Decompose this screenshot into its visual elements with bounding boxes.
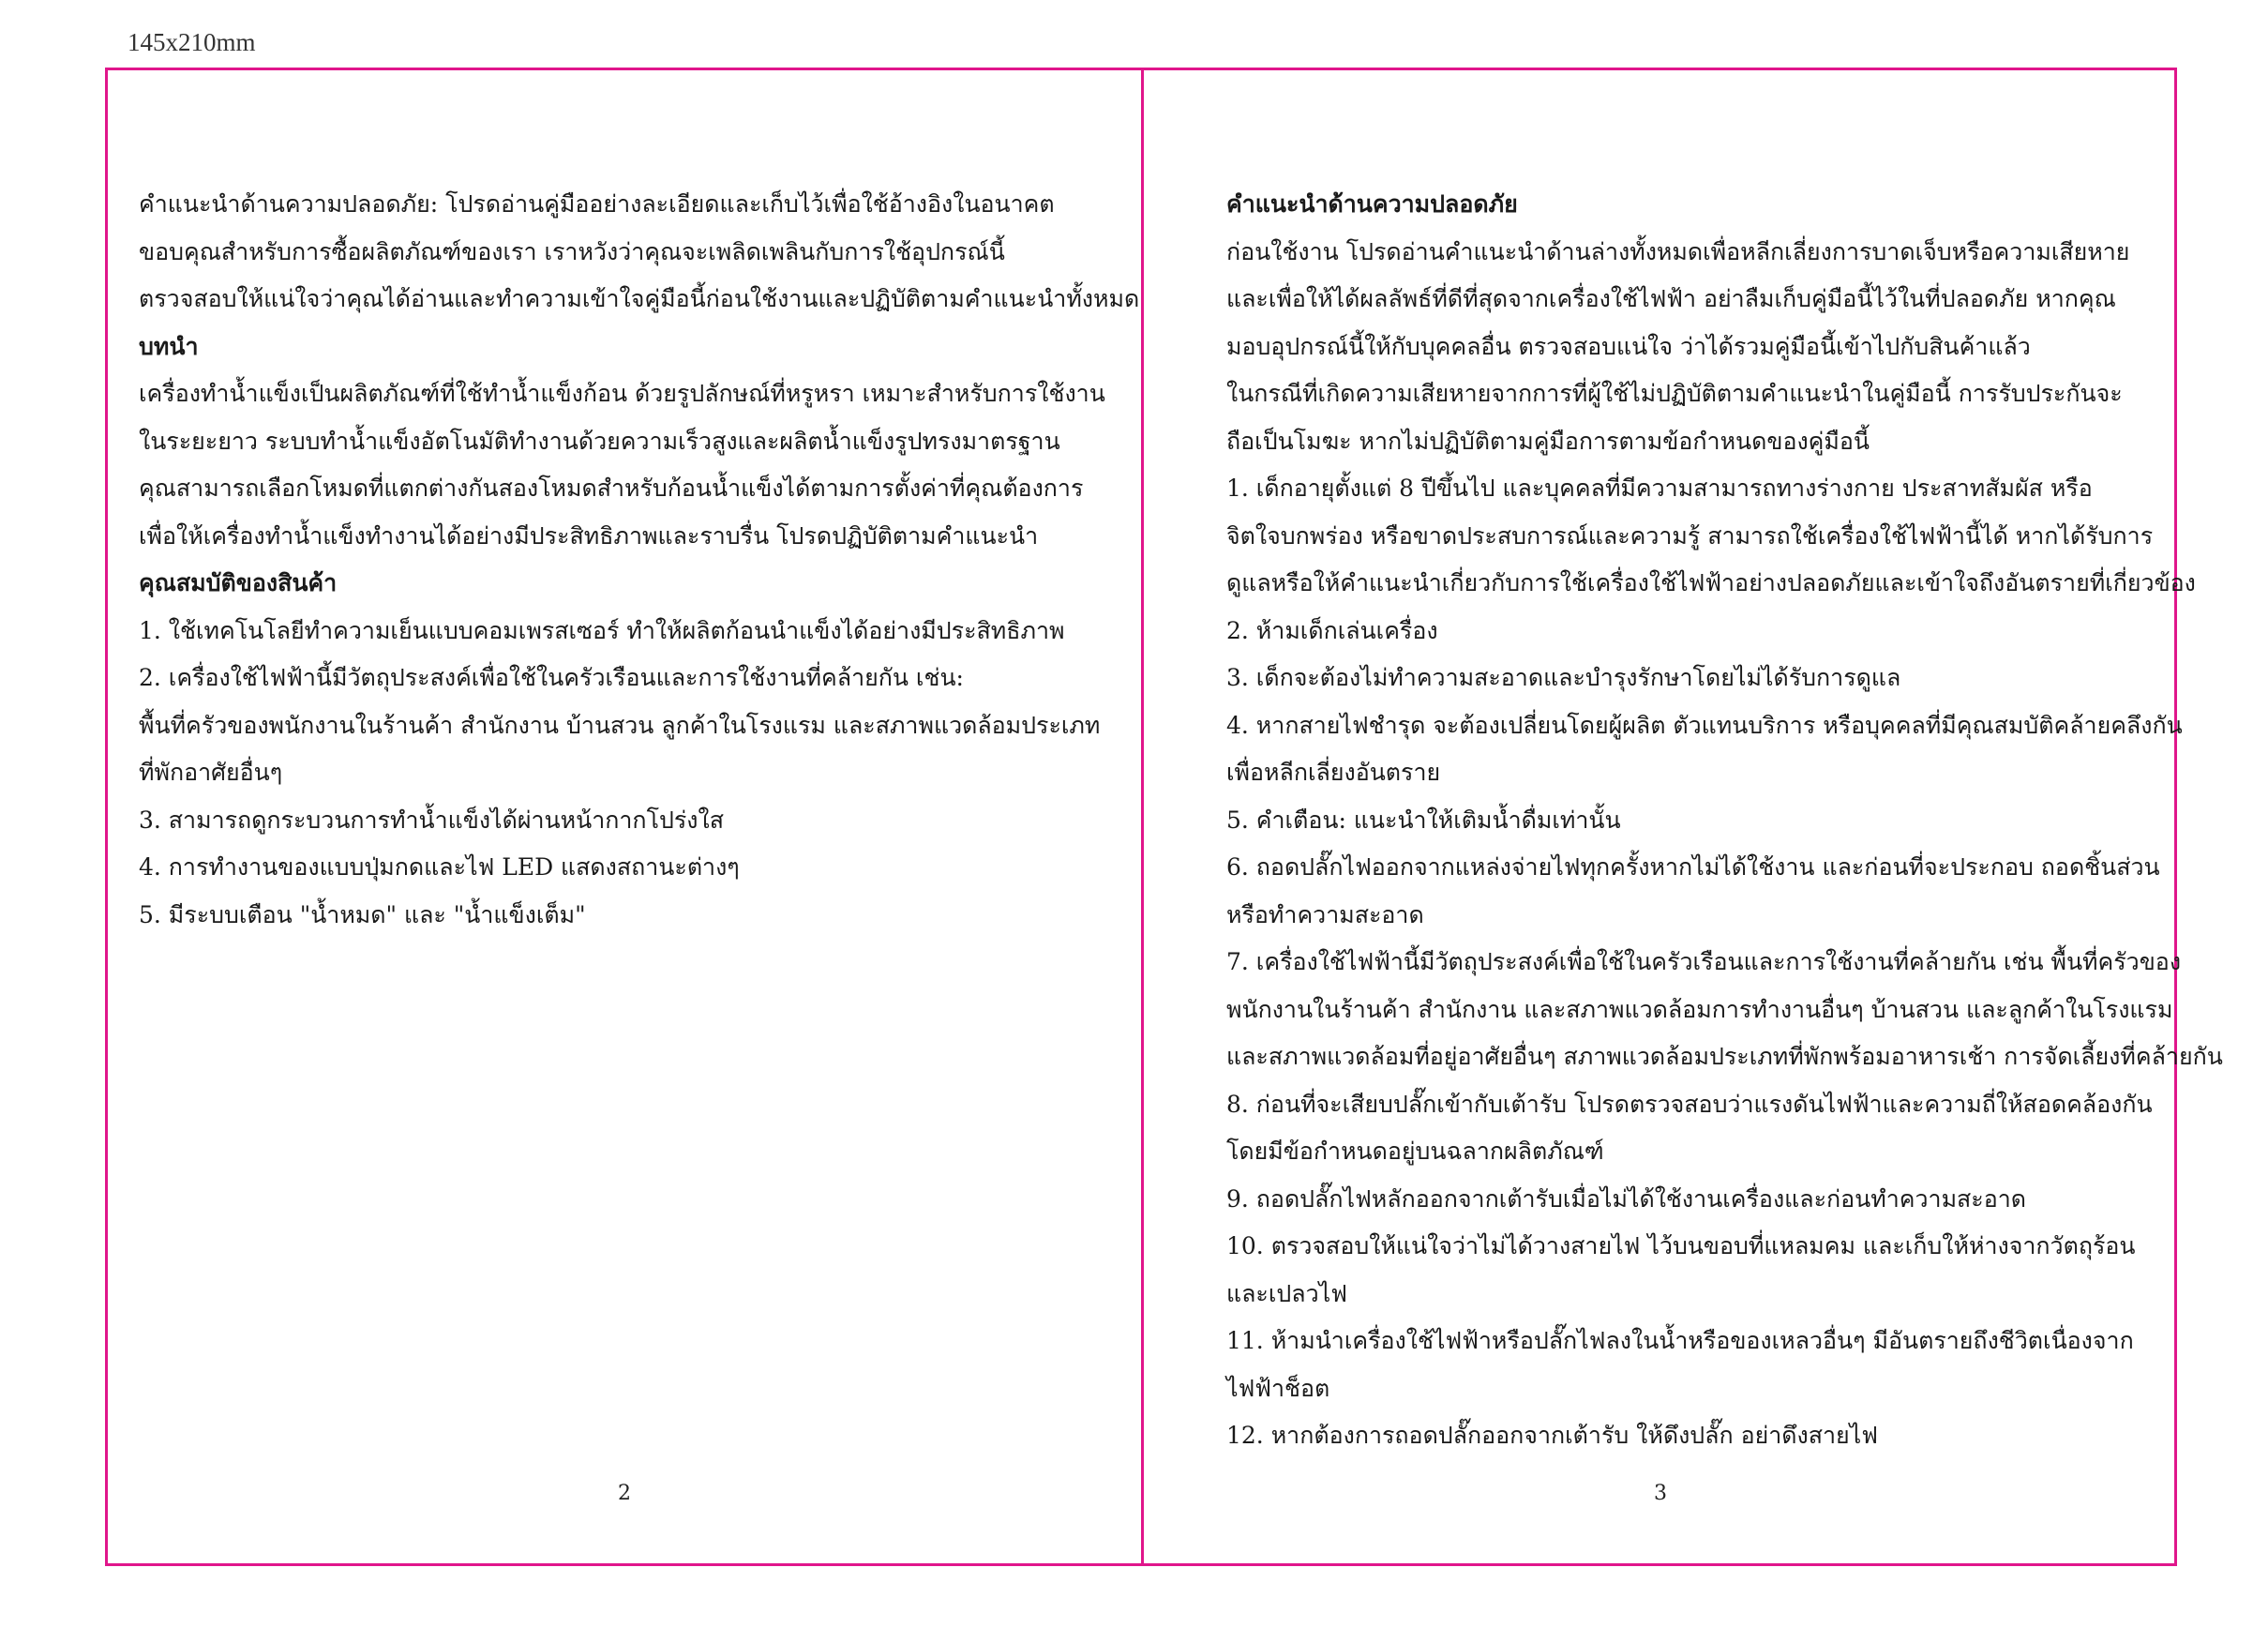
text-line: ตรวจสอบให้แน่ใจว่าคุณได้อ่านและทำความเข้าใจคู่มือนี้ก่อนใช้งานและปฏิบัติตามคำแนะนำทั้งหมด	[139, 285, 1140, 312]
right-page-number: 3	[1654, 1482, 1667, 1505]
text-line: เพื่อให้เครื่องทำน้ำแข็งทำงานได้อย่างมีประสิทธิภาพและราบรื่น โปรดปฏิบัติตามคำแนะนำ	[139, 521, 1039, 550]
text-line: ไฟฟ้าช็อต	[1226, 1374, 1330, 1402]
text-line: 8. ก่อนที่จะเสียบปลั๊กเข้ากับเต้ารับ โปรดตรวจสอบว่าแรงดันไฟฟ้าและความถี่ให้สอดคล้องกัน	[1226, 1090, 2153, 1118]
text-line: พื้นที่ครัวของพนักงานในร้านค้า สำนักงาน บ้านสวน ลูกค้าในโรงแรม และสภาพแวดล้อมประเภท	[139, 711, 1101, 739]
right-page	[1144, 70, 2223, 1563]
text-line: 6. ถอดปลั๊กไฟออกจากแหล่งจ่ายไฟทุกครั้งหากไม่ได้ใช้งาน และก่อนที่จะประกอบ ถอดชิ้นส่วน	[1226, 853, 2160, 881]
text-line: 5. คำเตือน: แนะนำให้เติมน้ำดื่มเท่านั้น	[1226, 806, 1621, 834]
text-line: ที่พักอาศัยอื่นๆ	[139, 759, 283, 786]
text-line: 7. เครื่องใช้ไฟฟ้านี้มีวัตถุประสงค์เพื่อใช้ในครัวเรือนและการใช้งานที่คล้ายกัน เช่น พื้นที่ครัวของ	[1226, 948, 2182, 975]
page-size-label: 145x210mm	[128, 28, 256, 56]
text-line: เครื่องทำน้ำแข็งเป็นผลิตภัณฑ์ที่ใช้ทำน้ำแข็งก้อน ด้วยรูปลักษณ์ที่หรูหรา เหมาะสำหรับการใช้งาน	[139, 380, 1105, 407]
text-line: พนักงานในร้านค้า สำนักงาน และสภาพแวดล้อมการทำงานอื่นๆ บ้านสวน และลูกค้าในโรงแรม	[1226, 995, 2173, 1023]
text-line: 2. ห้ามเด็กเล่นเครื่อง	[1226, 616, 1438, 644]
text-line: 11. ห้ามนำเครื่องใช้ไฟฟ้าหรือปลั๊กไฟลงในน้ำหรือของเหลวอื่นๆ มีอันตรายถึงชีวิตเนื่องจาก	[1226, 1327, 2134, 1354]
right-page-body	[1226, 181, 2223, 1460]
text-line: ดูแลหรือให้คำแนะนำเกี่ยวกับการใช้เครื่องใช้ไฟฟ้าอย่างปลอดภัยและเข้าใจถึงอันตรายที่เกี่ยวข้อง	[1226, 569, 2196, 596]
section-heading: คำแนะนำด้านความปลอดภัย	[1226, 190, 1518, 218]
text-line: คำแนะนำด้านความปลอดภัย: โปรดอ่านคู่มืออย่างละเอียดและเก็บไว้เพื่อใช้อ้างอิงในอนาคต	[139, 190, 1055, 218]
left-page-number: 2	[618, 1482, 631, 1505]
text-line: 3. เด็กจะต้องไม่ทำความสะอาดและบำรุงรักษาโดยไม่ได้รับการดูแล	[1226, 664, 1901, 691]
text-line: คุณสามารถเลือกโหมดที่แตกต่างกันสองโหมดสำหรับก้อนน้ำแข็งได้ตามการตั้งค่าที่คุณต้องการ	[139, 475, 1084, 502]
text-line: 4. การทำงานของแบบปุ่มกดและไฟ LED แสดงสถานะต่างๆ	[139, 853, 740, 881]
text-line: 5. มีระบบเตือน "น้ำหมด" และ "น้ำแข็งเต็ม"	[139, 900, 586, 928]
text-line: ถือเป็นโมฆะ หากไม่ปฏิบัติตามคู่มือการตามข้อกำหนดของคู่มือนี้	[1226, 427, 1870, 455]
text-line: ในระยะยาว ระบบทำน้ำแข็งอัตโนมัติทำงานด้วยความเร็วสูงและผลิตน้ำแข็งรูปทรงมาตรฐาน	[139, 427, 1060, 455]
section-heading: บทนำ	[139, 332, 199, 360]
text-line: 10. ตรวจสอบให้แน่ใจว่าไม่ได้วางสายไฟ ไว้บนขอบที่แหลมคม และเก็บให้ห่างจากวัตถุร้อน	[1226, 1232, 2136, 1259]
text-line: 4. หากสายไฟชำรุด จะต้องเปลี่ยนโดยผู้ผลิต ตัวแทนบริการ หรือบุคคลที่มีคุณสมบัติคล้ายคลึงกัน	[1226, 711, 2183, 739]
text-line: มอบอุปกรณ์นี้ให้กับบุคคลอื่น ตรวจสอบแน่ใจ ว่าได้รวมคู่มือนี้เข้าไปกับสินค้าแล้ว	[1226, 332, 2031, 360]
text-line: หรือทำความสะอาด	[1226, 900, 1424, 928]
text-line: และเพื่อให้ได้ผลลัพธ์ที่ดีที่สุดจากเครื่องใช้ไฟฟ้า อย่าลืมเก็บคู่มือนี้ไว้ในที่ปลอดภัย หากคุณ	[1226, 285, 2116, 312]
left-page-body	[139, 181, 1140, 939]
text-line: 1. เด็กอายุตั้งแต่ 8 ปีขึ้นไป และบุคคลที่มีความสามารถทางร่างกาย ประสาทสัมผัส หรือ	[1226, 475, 2093, 502]
section-heading: คุณสมบัติของสินค้า	[139, 569, 338, 596]
text-line: เพื่อหลีกเลี่ยงอันตราย	[1226, 759, 1441, 786]
text-line: 3. สามารถดูกระบวนการทำน้ำแข็งได้ผ่านหน้ากากโปร่งใส	[139, 806, 724, 834]
text-line: 2. เครื่องใช้ไฟฟ้านี้มีวัตถุประสงค์เพื่อใช้ในครัวเรือนและการใช้งานที่คล้ายกัน เช่น:	[139, 664, 964, 691]
text-line: และสภาพแวดล้อมที่อยู่อาศัยอื่นๆ สภาพแวดล้อมประเภทที่พักพร้อมอาหารเช้า การจัดเลี้ยงที่คล้ายกัน	[1226, 1043, 2223, 1070]
text-line: และเปลวไฟ	[1226, 1279, 1347, 1307]
text-line: 9. ถอดปลั๊กไฟหลักออกจากเต้ารับเมื่อไม่ได้ใช้งานเครื่องและก่อนทำความสะอาด	[1226, 1184, 2027, 1213]
text-line: ขอบคุณสำหรับการซื้อผลิตภัณฑ์ของเรา เราหวังว่าคุณจะเพลิดเพลินกับการใช้อุปกรณ์นี้	[139, 237, 1005, 265]
text-line: จิตใจบกพร่อง หรือขาดประสบการณ์และความรู้ สามารถใช้เครื่องใช้ไฟฟ้านี้ได้ หากได้รับการ	[1226, 521, 2154, 550]
text-line: ก่อนใช้งาน โปรดอ่านคำแนะนำด้านล่างทั้งหมดเพื่อหลีกเลี่ยงการบาดเจ็บหรือความเสียหาย	[1226, 237, 2130, 265]
text-line: ในกรณีที่เกิดความเสียหายจากการที่ผู้ใช้ไม่ปฏิบัติตามคำแนะนำในคู่มือนี้ การรับประกันจะ	[1226, 380, 2123, 407]
left-page	[108, 70, 1144, 1563]
text-line: 12. หากต้องการถอดปลั๊กออกจากเต้ารับ ให้ดึงปลั๊ก อย่าดึงสายไฟ	[1226, 1422, 1878, 1449]
page-spread	[105, 68, 2223, 1566]
text-line: 1. ใช้เทคโนโลยีทำความเย็นแบบคอมเพรสเซอร์ ทำให้ผลิตก้อนนำแข็งได้อย่างมีประสิทธิภาพ	[139, 616, 1065, 644]
text-line: โดยมีข้อกำหนดอยู่บนฉลากผลิตภัณฑ์	[1226, 1138, 1604, 1165]
